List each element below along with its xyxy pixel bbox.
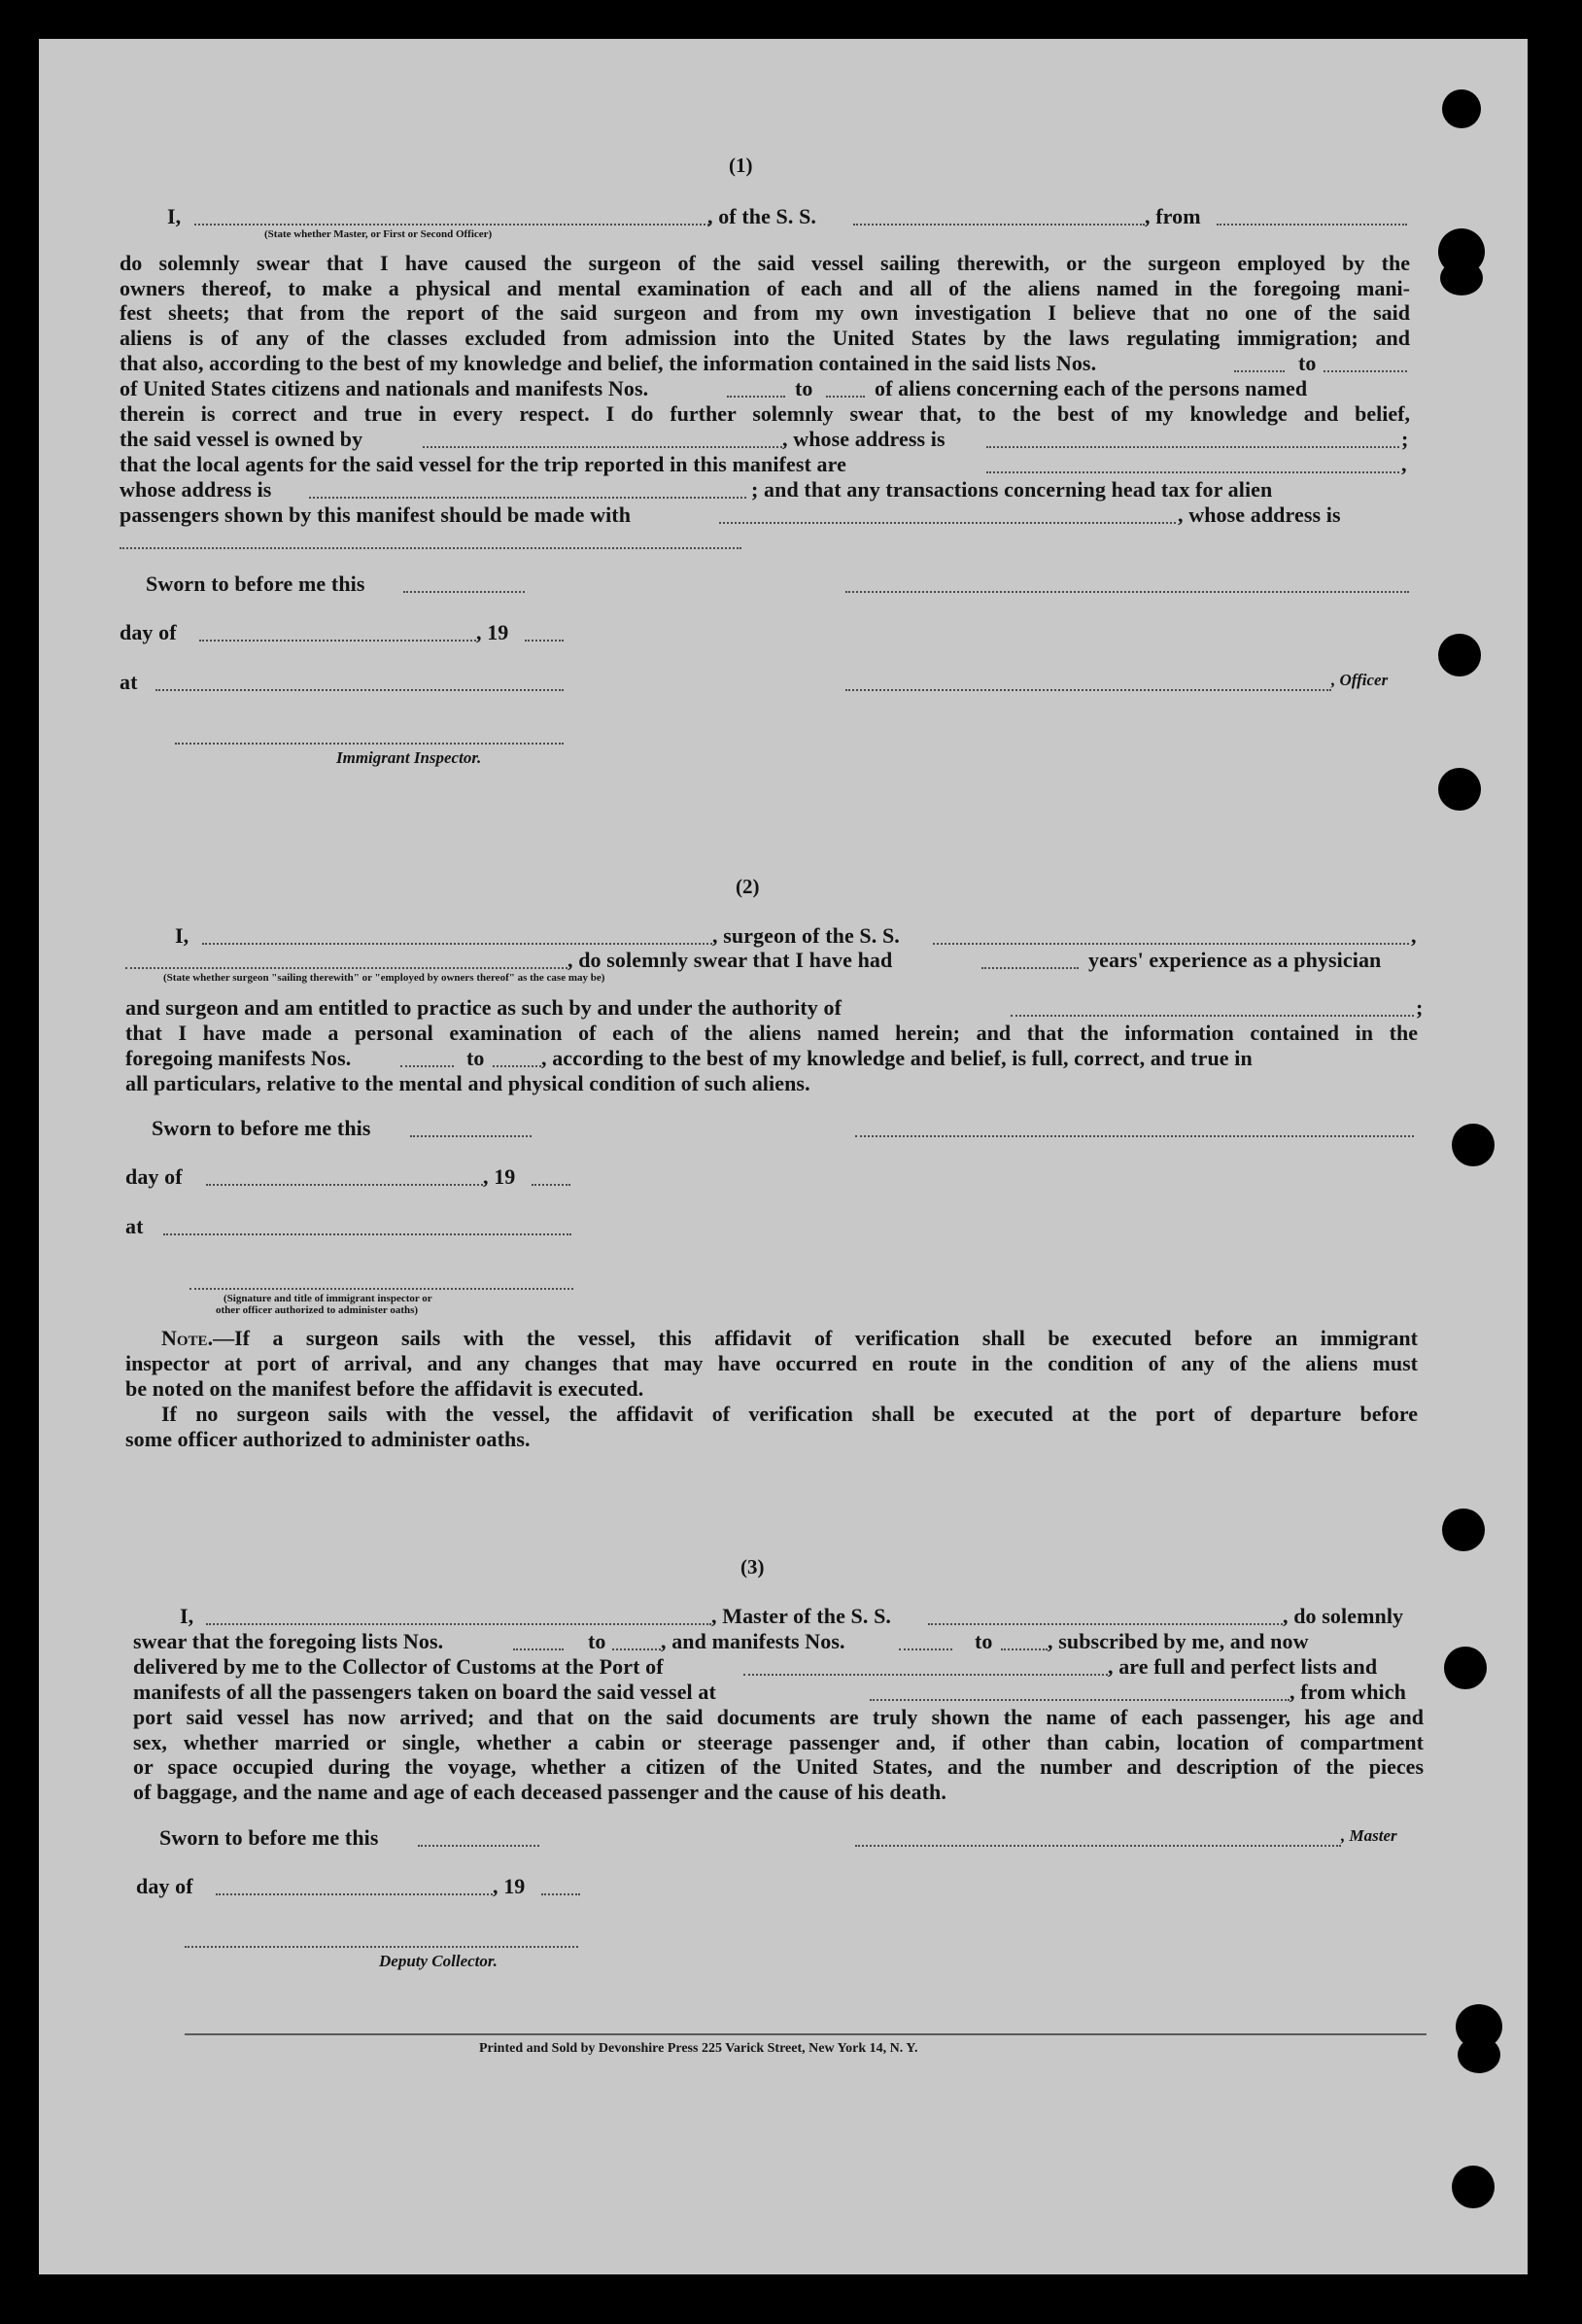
s3-line3a: delivered by me to the Collector of Customs at the Port of: [133, 1654, 664, 1679]
s2-line5a: foregoing manifests Nos.: [125, 1046, 352, 1070]
head-tax-address-field[interactable]: [120, 547, 741, 549]
note-text: —If a surgeon sails with the vessel, this affidavit of verification shall be executed before an immigrant: [213, 1326, 1418, 1350]
s3-lists-to-field[interactable]: [612, 1648, 661, 1650]
s2-surgeon-of: , surgeon of the S. S.: [712, 923, 900, 948]
surgeon-name-field[interactable]: [202, 943, 712, 945]
punch-hole-decoration: [1438, 768, 1481, 811]
s2-note-line: inspector at port of arrival, and any changes that may have occurred en route in the condition of any of the aliens must: [125, 1350, 1418, 1375]
s3-line4b: , from which: [1290, 1680, 1406, 1704]
s3-master-signature-field[interactable]: [855, 1845, 1341, 1847]
s1-body-line: do solemnly swear that I have caused the surgeon of the said vessel sailing therewith, or the surgeon employed by the: [120, 251, 1410, 275]
vessel-owner-field[interactable]: [423, 446, 782, 448]
s2-note2-wrap: [125, 1402, 1418, 1427]
s1-line8a: the said vessel is owned by: [120, 427, 363, 451]
s1-year-field[interactable]: [525, 640, 564, 642]
punch-hole-decoration: [1442, 89, 1481, 128]
s1-of-ss: , of the S. S.: [707, 204, 817, 228]
s3-line2a: swear that the foregoing lists Nos.: [133, 1629, 444, 1653]
s2-sworn: Sworn to before me this: [152, 1116, 371, 1140]
officer-rank-field[interactable]: [194, 224, 709, 225]
officer-rank-note: (State whether Master, or First or Second Officer): [264, 228, 493, 240]
s3-sworn-date-field[interactable]: [418, 1845, 539, 1847]
s3-year-field[interactable]: [541, 1893, 580, 1895]
s1-officer-signature-field[interactable]: [845, 689, 1331, 691]
s2-sworn-date-field[interactable]: [410, 1135, 532, 1137]
manifests-from-field[interactable]: [727, 396, 785, 398]
s2-at: at: [125, 1214, 144, 1238]
s3-line4a: manifests of all the passengers taken on board the said vessel at: [133, 1680, 716, 1704]
s1-line8c: ;: [1401, 427, 1409, 451]
s3-i: I,: [180, 1604, 194, 1628]
agents-address-field[interactable]: [309, 497, 746, 499]
s3-body-line: port said vessel has now arrived; and that on the said documents are truly shown the name of each passenger, his age and: [133, 1705, 1424, 1729]
s2-line3a: and surgeon and am entitled to practice as such by and under the authority of: [125, 995, 843, 1020]
s2-sig-note-1: (Signature and title of immigrant inspector or: [224, 1293, 432, 1304]
lists-to-field[interactable]: [1324, 370, 1407, 372]
s1-sworn: Sworn to before me this: [146, 572, 365, 596]
punch-hole-decoration: [1438, 634, 1481, 676]
s1-place-field[interactable]: [155, 689, 564, 691]
s2-sig-note-2: other officer authorized to administer oaths): [216, 1304, 419, 1316]
departure-port-field[interactable]: [1217, 224, 1407, 225]
master-name-field[interactable]: [206, 1623, 711, 1625]
s3-paragraph: [133, 1705, 1424, 1780]
s1-line6c: of aliens concerning each of the persons named: [875, 376, 1308, 400]
s3-lists-from-field[interactable]: [513, 1648, 564, 1650]
s2-line2a: , do solemnly swear that I have had: [567, 948, 893, 972]
s3-master-label: , Master: [1341, 1826, 1397, 1845]
s2-note-paragraph: [125, 1326, 1418, 1375]
s2-line2b: years' experience as a physician: [1088, 948, 1382, 972]
s2-year-field[interactable]: [532, 1184, 570, 1186]
s2-line4-wrap: [125, 1021, 1418, 1046]
s1-officer-label: , Officer: [1331, 671, 1389, 689]
footer-rule: [185, 2033, 1427, 2035]
s3-collector-label: Deputy Collector.: [379, 1952, 498, 1970]
s2-comma: ,: [1411, 923, 1417, 948]
s3-line8: of baggage, and the name and age of each deceased passenger and the cause of his death.: [133, 1780, 946, 1804]
years-experience-field[interactable]: [981, 967, 1079, 969]
s1-at: at: [120, 670, 138, 694]
s1-line11b: , whose address is: [1178, 503, 1341, 527]
s2-note-line: [125, 1326, 1418, 1351]
s1-year: , 19: [476, 620, 509, 644]
s2-line4: that I have made a personal examination of each of the aliens named herein; and that the information contained in the: [125, 1021, 1418, 1045]
local-agents-field[interactable]: [986, 471, 1399, 473]
s1-body-line: aliens is of any of the classes excluded from admission into the United States by the laws regulating immigration; and: [120, 325, 1410, 350]
authority-field[interactable]: [1011, 1015, 1414, 1017]
s2-manifests-from-field[interactable]: [400, 1065, 454, 1067]
s1-line11a: passengers shown by this manifest should be made with: [120, 503, 632, 527]
s3-day-of: day of: [136, 1874, 193, 1898]
section-1-heading: (1): [729, 154, 753, 177]
s2-note-line3: be noted on the manifest before the affidavit is executed.: [125, 1376, 644, 1401]
s1-line10a: whose address is: [120, 477, 272, 502]
surgeon-status-field[interactable]: [125, 967, 567, 969]
s3-line2d: to: [975, 1629, 993, 1653]
punch-hole-decoration: [1452, 1124, 1495, 1166]
s2-line6: all particulars, relative to the mental and physical condition of such aliens.: [125, 1071, 810, 1095]
punch-hole-decoration: [1442, 1509, 1485, 1551]
s1-from: , from: [1145, 204, 1201, 228]
s2-i: I,: [175, 923, 189, 948]
s1-paragraph: [120, 251, 1410, 350]
punch-hole-decoration: [1444, 1647, 1487, 1689]
head-tax-party-field[interactable]: [719, 522, 1176, 524]
boarding-port-field[interactable]: [870, 1699, 1290, 1701]
s3-manifests-from-field[interactable]: [899, 1648, 952, 1650]
s3-collector-signature-field[interactable]: [185, 1946, 578, 1948]
s1-line6-to: to: [795, 376, 813, 400]
s1-day-of: day of: [120, 620, 177, 644]
s1-line7: therein is correct and true in every respect. I do further solemnly swear that, to the best of my knowledge and belief,: [120, 401, 1410, 426]
s2-day-of: day of: [125, 1164, 183, 1189]
s1-day-field[interactable]: [199, 640, 476, 642]
punch-hole-decoration: [1440, 260, 1483, 295]
s2-line5b: to: [466, 1046, 485, 1070]
s2-line3b: ;: [1416, 995, 1424, 1020]
s1-sworn-date-field[interactable]: [403, 591, 525, 593]
s2-vessel-field[interactable]: [933, 943, 1409, 945]
s3-day-field[interactable]: [216, 1893, 493, 1895]
surgeon-status-note: (State whether surgeon "sailing therewith" or "employed by owners thereof" as the case may be): [163, 972, 605, 984]
s3-line2b: to: [588, 1629, 606, 1653]
s1-line5: that also, according to the best of my knowledge and belief, the information contained in the said lists Nos.: [120, 351, 1097, 375]
note-label: Note.: [161, 1326, 214, 1350]
s2-place-field[interactable]: [163, 1233, 571, 1235]
s3-master-of: , Master of the S. S.: [711, 1604, 892, 1628]
s1-i: I,: [167, 204, 182, 228]
s2-note2-line2: some officer authorized to administer oaths.: [125, 1427, 531, 1451]
punch-hole-decoration: [1458, 2036, 1500, 2073]
s2-day-field[interactable]: [206, 1184, 483, 1186]
s3-sworn: Sworn to before me this: [159, 1825, 379, 1850]
s3-body-line: or space occupied during the voyage, whether a citizen of the United States, and the number and description of the pieces: [133, 1754, 1424, 1780]
owner-address-field[interactable]: [986, 446, 1399, 448]
s3-year: , 19: [493, 1874, 526, 1898]
s1-line6a: of United States citizens and nationals and manifests Nos.: [120, 376, 649, 400]
s1-line7-wrap: [120, 401, 1410, 427]
section-3-heading: (3): [740, 1555, 765, 1578]
s3-solemnly: , do solemnly: [1283, 1604, 1404, 1628]
s2-signature-field[interactable]: [855, 1135, 1414, 1137]
s1-body-line: owners thereof, to make a physical and mental examination of each and all of the aliens named in the foregoing mani-: [120, 275, 1410, 300]
manifests-to-field[interactable]: [826, 396, 865, 398]
vessel-name-field[interactable]: [853, 224, 1145, 225]
punch-hole-decoration: [1452, 2166, 1495, 2208]
s2-year: , 19: [483, 1164, 516, 1189]
s1-line9b: ,: [1401, 452, 1407, 476]
s3-body-line: sex, whether married or single, whether a cabin or steerage passenger and, if other than cabin, location of compartment: [133, 1729, 1424, 1754]
s1-line10b: ; and that any transactions concerning head tax for alien: [751, 477, 1273, 502]
s2-note2-line: If no surgeon sails with the vessel, the affidavit of verification shall be executed at the port of departure before: [161, 1402, 1418, 1426]
s3-line2e: , subscribed by me, and now: [1048, 1629, 1309, 1653]
manifest-affidavit-page: [39, 39, 1528, 2274]
s2-manifests-to-field[interactable]: [493, 1065, 541, 1067]
s2-inspector-signature-field[interactable]: [189, 1288, 573, 1290]
s1-signature-field[interactable]: [845, 591, 1409, 593]
s3-manifests-to-field[interactable]: [1001, 1648, 1048, 1650]
printer-imprint: Printed and Sold by Devonshire Press 225 Varick Street, New York 14, N. Y.: [479, 2041, 918, 2056]
s1-inspector-label: Immigrant Inspector.: [336, 748, 482, 767]
s1-line8b: , whose address is: [782, 427, 946, 451]
s3-vessel-field[interactable]: [928, 1623, 1283, 1625]
s1-line5-to: to: [1298, 351, 1317, 375]
s1-body-line: fest sheets; that from the report of the said surgeon and from my own investigation I believe that no one of the said: [120, 300, 1410, 326]
s1-inspector-signature-field[interactable]: [175, 743, 564, 745]
collector-port-field[interactable]: [743, 1674, 1108, 1676]
section-2-heading: (2): [736, 875, 760, 898]
s3-line3b: , are full and perfect lists and: [1108, 1654, 1378, 1679]
s3-line2c: , and manifests Nos.: [661, 1629, 845, 1653]
lists-from-field[interactable]: [1234, 370, 1285, 372]
s2-line5c: , according to the best of my knowledge and belief, is full, correct, and true in: [541, 1046, 1253, 1070]
s1-line9a: that the local agents for the said vessel for the trip reported in this manifest are: [120, 452, 846, 476]
